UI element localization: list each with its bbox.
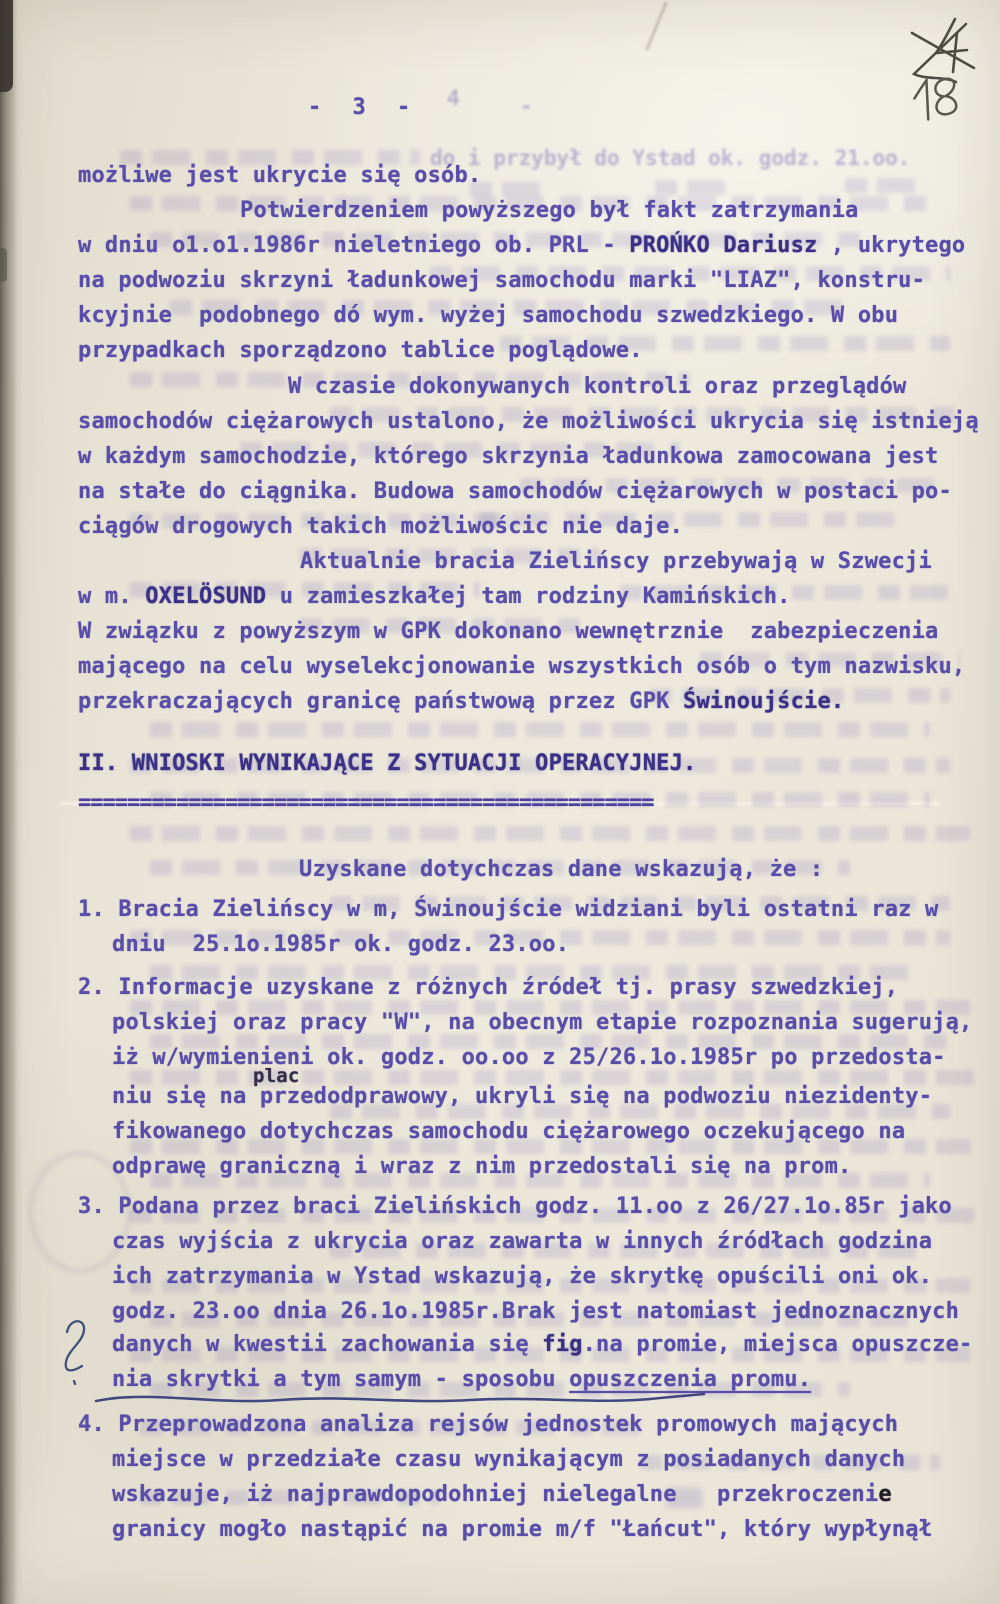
typed-line: W czasie dokonywanych kontroli oraz przeglądów bbox=[288, 374, 907, 399]
paper-crease-top bbox=[645, 1, 667, 50]
handwritten-margin-2-icon bbox=[66, 1321, 84, 1384]
bleedthrough-row bbox=[845, 178, 925, 193]
bleedthrough-row bbox=[130, 826, 970, 841]
typed-line: ich zatrzymania w Ystad wskazują, że skrytkę opuścili oni ok. bbox=[112, 1264, 933, 1289]
typed-line: kcyjnie podobnego dó wym. wyżej samochodu szwedzkiego. W obu bbox=[78, 303, 899, 328]
typed-line: niu się na przedodprawowy, ukryli się na podwoziu niezidenty- bbox=[112, 1084, 933, 1109]
typed-line: Aktualnie bracia Zielińscy przebywają w Szwecji bbox=[300, 549, 932, 574]
typed-line: granicy mogło nastąpić na promie m/f "Łańcut", który wypłynął bbox=[112, 1517, 933, 1542]
typed-line: mającego na celu wyselekcjonowanie wszystkich osób o tym nazwisku, bbox=[78, 654, 966, 679]
typed-line: Potwierdzeniem powyższego był fakt zatrzymania bbox=[240, 198, 859, 223]
scan-edge-mark bbox=[0, 248, 7, 282]
typed-line: w każdym samochodzie, którego skrzynia ładunkowa zamocowana jest bbox=[78, 444, 939, 469]
typed-line: - 3 - bbox=[308, 95, 420, 120]
typed-line: polskiej oraz pracy "W", na obecnym etapie rozpoznania sugerują, bbox=[112, 1010, 973, 1035]
bleedthrough-page-number: - bbox=[520, 94, 533, 118]
typed-line: samochodów ciężarowych ustalono, że możliwości ukrycia się istnieją bbox=[78, 409, 979, 434]
typed-line: w dniu o1.o1.1986r nieletniego ob. PRL - PROŃKO Dariusz , ukrytego bbox=[78, 233, 966, 258]
typed-line: miejsce w przedziałe czasu wynikającym z posiadanych danych bbox=[112, 1447, 906, 1472]
typed-line: przekraczających granicę państwową przez GPK Świnoujście. bbox=[78, 689, 845, 714]
erased-word-smudge bbox=[666, 1488, 702, 1508]
typed-line: nia skrytki a tym samym - sposobu opuszczenia promu. bbox=[112, 1367, 812, 1392]
typed-line: danych w kwestii zachowania się fig.na promie, miejsca opuszcze- bbox=[112, 1332, 973, 1357]
typed-line: W związku z powyższym w GPK dokonano wewnętrznie zabezpieczenia bbox=[78, 619, 939, 644]
typed-line: 4. Przeprowadzona analiza rejsów jednostek promowych mających bbox=[78, 1412, 899, 1437]
scan-page-edge bbox=[0, 0, 22, 1604]
typed-line: 1. Bracia Zielińscy w m, Świnoujście widziani byli ostatni raz w bbox=[78, 897, 939, 922]
scan-corner-shadow bbox=[0, 0, 13, 92]
typed-line: dniu 25.1o.1985r ok. godz. 23.oo. bbox=[112, 932, 570, 957]
typed-line: 2. Informacje uzyskane z różnych źródeł tj. prasy szwedzkiej, bbox=[78, 975, 899, 1000]
bleedthrough-row bbox=[655, 180, 725, 195]
typed-line: odprawę graniczną i wraz z nim przedostali się na prom. bbox=[112, 1154, 852, 1179]
bleedthrough-text-fragment: do i przybył do Ystad ok. godz. 21.oo. bbox=[430, 146, 911, 170]
typed-line: Uzyskane dotychczas dane wskazują, że : bbox=[299, 857, 824, 882]
typed-line: iż w/wymienieni ok. godz. oo.oo z 25/26.1o.1985r po przedosta- bbox=[112, 1045, 946, 1070]
typed-line: plac bbox=[253, 1065, 300, 1087]
typed-line: przypadkach sporządzono tablice poglądowe. bbox=[78, 338, 643, 363]
typed-line: 3. Podana przez braci Zielińskich godz. 11.oo z 26/27.1o.85r jako bbox=[78, 1194, 952, 1219]
typed-line: na stałe do ciągnika. Budowa samochodów ciężarowych w postaci po- bbox=[78, 479, 952, 504]
typed-line: =============================================== bbox=[78, 790, 654, 815]
typed-line: w m. OXELÖSUND u zamieszkałej tam rodziny Kamińskich. bbox=[78, 584, 791, 609]
typed-line: na podwoziu skrzyni ładunkowej samochodu marki "LIAZ", konstru- bbox=[78, 268, 926, 293]
typed-line: fikowanego dotychczas samochodu ciężarowego oczekującego na bbox=[112, 1119, 906, 1144]
bleedthrough-row bbox=[150, 722, 930, 737]
typed-line: godz. 23.oo dnia 26.1o.1985r.Brak jest natomiast jednoznacznych bbox=[112, 1299, 960, 1324]
handwritten-18-icon bbox=[912, 76, 960, 122]
typed-line: ciągów drogowych takich możliwościc nie daje. bbox=[78, 514, 684, 539]
typed-line: możliwe jest ukrycie się osób. bbox=[78, 163, 482, 188]
typed-line: wskazuje, iż najprawdopodohniej nielegalne przekroczenie bbox=[112, 1482, 892, 1507]
typed-line: II. WNIOSKI WYNIKAJĄCE Z SYTUACJI OPERACYJNEJ. bbox=[78, 751, 697, 776]
handwritten-crossed-4-icon bbox=[912, 19, 974, 82]
typed-line: czas wyjścia z ukrycia oraz zawarta w innych źródłach godzina bbox=[112, 1229, 933, 1254]
bleedthrough-page-number: 4 bbox=[447, 86, 460, 110]
